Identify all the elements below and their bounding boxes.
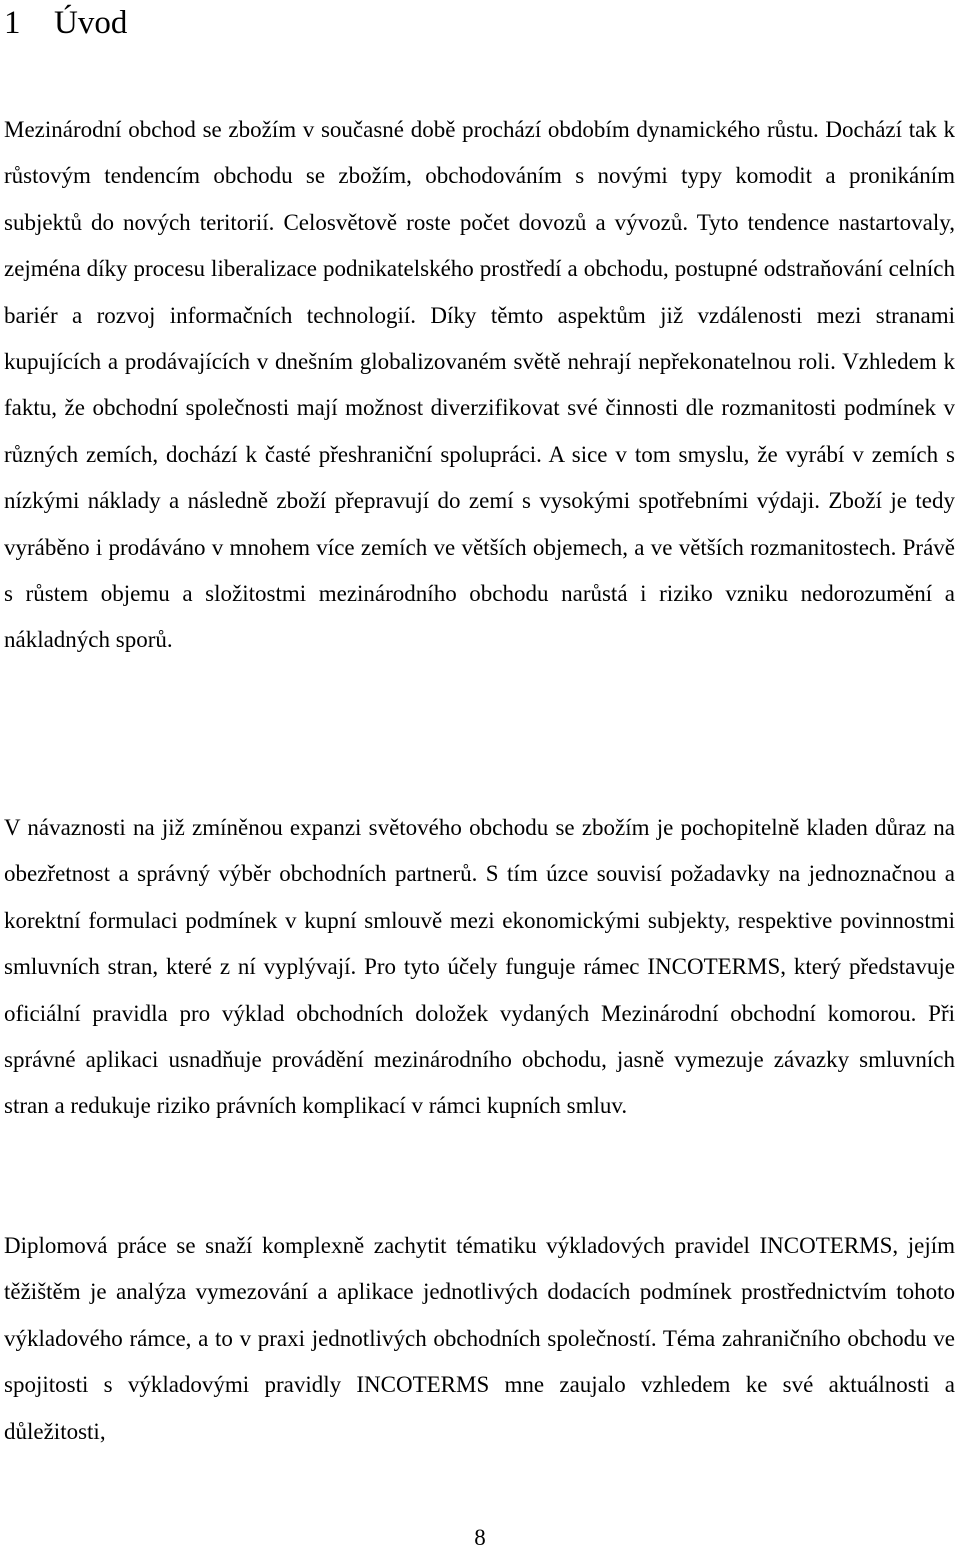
page-number: 8 (474, 1525, 486, 1550)
chapter-heading (4, 0, 127, 46)
paragraph-intro: Mezinárodní obchod se zbožím v současné době prochází obdobím dynamického růstu. Dochází tak k růstovým tendencím obchodu se zbožím, obchodováním s novými typy komodit a pronikáním subjektů do nových teritorií. Celosvětově roste počet dovozů a vývozů. Tyto tendence nastartovaly, zejména díky procesu liberalizace podnikatelského prostředí a obchodu, postupné odstraňování celních bariér a rozvoj informačních technologií. Díky těmto aspektům již vzdálenosti mezi stranami kupujících a prodávajících v dnešním globalizovaném světě nehrají nepřekonatelnou roli. Vzhledem k faktu, že obchodní společnosti mají možnost diverzifikovat své činnosti dle rozmanitosti podmínek v různých zemích, dochází k časté přeshraniční spolupráci. A sice v tom smyslu, že vyrábí v zemích s nízkými náklady a následně zboží přepravují do zemí s vysokými spotřebními výdaji. Zboží je tedy vyráběno i prodáváno v mnohem více zemích ve větších objemech, a ve větších rozmanitostech. Právě s růstem objemu a složitostmi mezinárodního obchodu narůstá i riziko vzniku nedorozumění a nákladných sporů. (4, 117, 955, 653)
paragraph-incoterms: V návaznosti na již zmíněnou expanzi světového obchodu se zbožím je pochopitelně kladen důraz na obezřetnost a správný výběr obchodních partnerů. S tím úzce souvisí požadavky na jednoznačnou a korektní formulaci podmínek v kupní smlouvě mezi ekonomickými subjekty, respektive povinnostmi smluvních stran, které z ní vyplývají. Pro tyto účely funguje rámec INCOTERMS, který představuje oficiální pravidla pro výklad obchodních doložek vydaných Mezinárodní obchodní komorou. Při správné aplikaci usnadňuje provádění mezinárodního obchodu, jasně vymezuje závazky smluvních stran a redukuje riziko právních komplikací v rámci kupních smluv. (4, 815, 955, 1119)
chapter-title: Úvod (54, 5, 128, 41)
paragraph-thesis-aim: Diplomová práce se snaží komplexně zachytit tématiku výkladových pravidel INCOTERMS, jejím těžištěm je analýza vymezování a aplikace jednotlivých dodacích podmínek prostřednictvím tohoto výkladového rámce, a to v praxi jednotlivých obchodních společností. Téma zahraničního obchodu ve spojitosti s výkladovými pravidly INCOTERMS mne zaujalo vzhledem ke své aktuálnosti a důležitosti, (4, 1233, 955, 1444)
chapter-number: 1 (4, 5, 21, 41)
